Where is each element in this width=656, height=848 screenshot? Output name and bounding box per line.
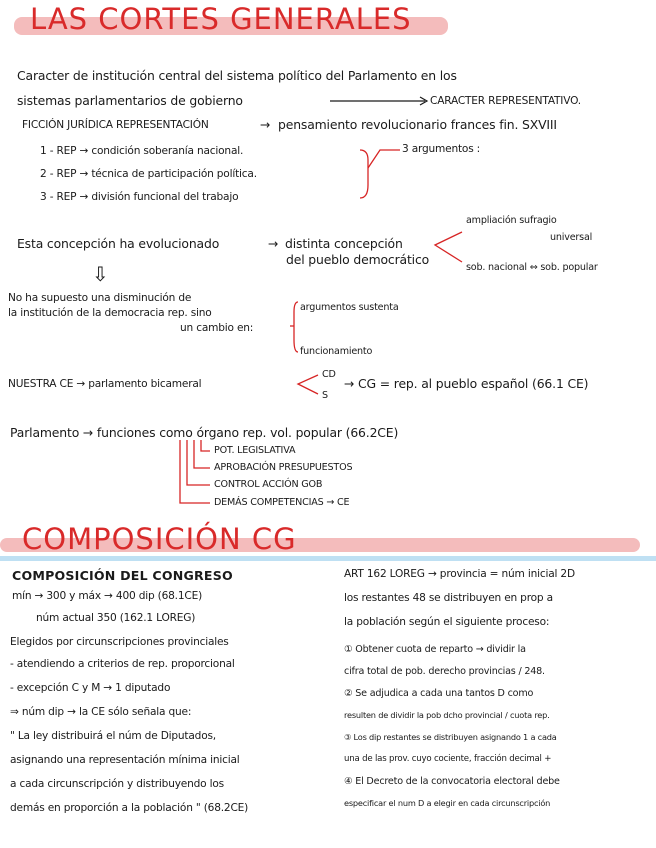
function-item: CONTROL ACCIÓN GOB (214, 479, 323, 490)
brace-label: 3 argumentos : (402, 143, 481, 155)
congress-subtitle: COMPOSICIÓN DEL CONGRESO (12, 568, 233, 583)
left-line: a cada circunscripción y distribuyendo los (10, 778, 224, 790)
brace-line (294, 302, 298, 352)
tree-line (201, 440, 210, 451)
left-line: demás en proporción a la población " (68.2CE) (10, 802, 249, 814)
function-item: APROBACIÓN PRESUPUESTOS (214, 462, 353, 473)
function-item: DEMÁS COMPETENCIAS → CE (214, 497, 350, 508)
intro-line-1: Caracter de institución central del sistema político del Parlamento en los (17, 68, 457, 83)
left-line: Elegidos por circunscripciones provinciales (10, 636, 229, 648)
left-line: - atendiendo a criterios de rep. proporcional (10, 658, 235, 670)
left-line: ⇒ núm dip → la CE sólo señala que: (10, 706, 192, 718)
left-line: asignando una representación mínima inicial (10, 754, 240, 766)
step-line: especificar el num D a elegir en cada circunscripción (344, 798, 551, 808)
tree-line (180, 440, 210, 503)
left-line: mín → 300 y máx → 400 dip (68.1CE) (12, 590, 202, 602)
evolution-line-1b: distinta concepción (285, 236, 403, 251)
right-line: la población según el siguiente proceso: (344, 616, 550, 628)
decline-branch: argumentos sustenta (300, 302, 399, 313)
decline-line-2: la institución de la democracia rep. sino (8, 307, 212, 319)
list-item: 1 - REP → condición soberanía nacional. (40, 145, 244, 157)
left-line: - excepción C y M → 1 diputado (10, 682, 171, 694)
section-title: COMPOSICIÓN CG (22, 522, 297, 556)
step-line: resulten de dividir la pob dcho provincial / cuota rep. (344, 710, 550, 720)
bicameral-lead: NUESTRA CE → parlamento bicameral (8, 378, 202, 390)
intro-line-3b: pensamiento revolucionario frances fin. SXVIII (278, 117, 557, 132)
tree-line (187, 440, 210, 485)
step-line: una de las prov. cuyo cociente, fracción decimal + (344, 754, 552, 764)
step-line: ③ Los dip restantes se distribuyen asignando 1 a cada (344, 732, 557, 742)
decline-branch: funcionamiento (300, 346, 373, 357)
decline-line-3: un cambio en: (180, 322, 254, 334)
function-item: POT. LEGISLATIVA (214, 445, 296, 456)
functions-lead: Parlamento → funciones como órgano rep. vol. popular (66.2CE) (10, 425, 399, 440)
evolution-line-1a: Esta concepción ha evolucionado (17, 236, 220, 251)
chamber-s: S (322, 390, 328, 401)
right-line: los restantes 48 se distribuyen en prop a (344, 592, 553, 604)
bracket-line (298, 375, 318, 394)
brace-line (360, 150, 368, 198)
branch-label: universal (550, 232, 593, 243)
intro-line-2a: sistemas parlamentarios de gobierno (17, 93, 243, 108)
intro-arrow: → (260, 117, 271, 132)
page-title: LAS CORTES GENERALES (30, 2, 412, 36)
intro-line-2b: CARACTER REPRESENTATIVO. (430, 95, 581, 107)
step-line: cifra total de pob. derecho provincias / 248. (344, 666, 545, 677)
step-line: ① Obtener cuota de reparto → dividir la (344, 644, 526, 655)
evolution-arrow: → (268, 236, 279, 251)
intro-line-3a: FICCIÓN JURÍDICA REPRESENTACIÓN (22, 119, 209, 131)
branch-label: ampliación sufragio (466, 215, 557, 226)
evolution-line-2: del pueblo democrático (286, 252, 430, 267)
decline-line-1: No ha supuesto una disminución de (8, 292, 192, 304)
tree-line (194, 440, 210, 468)
right-line: ART 162 LOREG → provincia = núm inicial 2D (344, 568, 575, 580)
list-item: 3 - REP → división funcional del trabajo (40, 191, 239, 203)
chamber-cd: CD (322, 369, 336, 380)
brace-line (368, 150, 400, 168)
branch-label: sob. nacional ⇔ sob. popular (466, 262, 598, 273)
down-arrow-icon: ⇩ (92, 262, 109, 286)
left-line: núm actual 350 (162.1 LOREG) (36, 612, 196, 624)
step-line: ④ El Decreto de la convocatoria electoral debe (344, 776, 560, 787)
list-item: 2 - REP → técnica de participación política. (40, 168, 257, 180)
bicameral-rest: → CG = rep. al pueblo español (66.1 CE) (344, 376, 589, 391)
left-line: " La ley distribuirá el núm de Diputados, (10, 730, 216, 742)
step-line: ② Se adjudica a cada una tantos D como (344, 688, 534, 699)
fork-line (435, 232, 462, 262)
